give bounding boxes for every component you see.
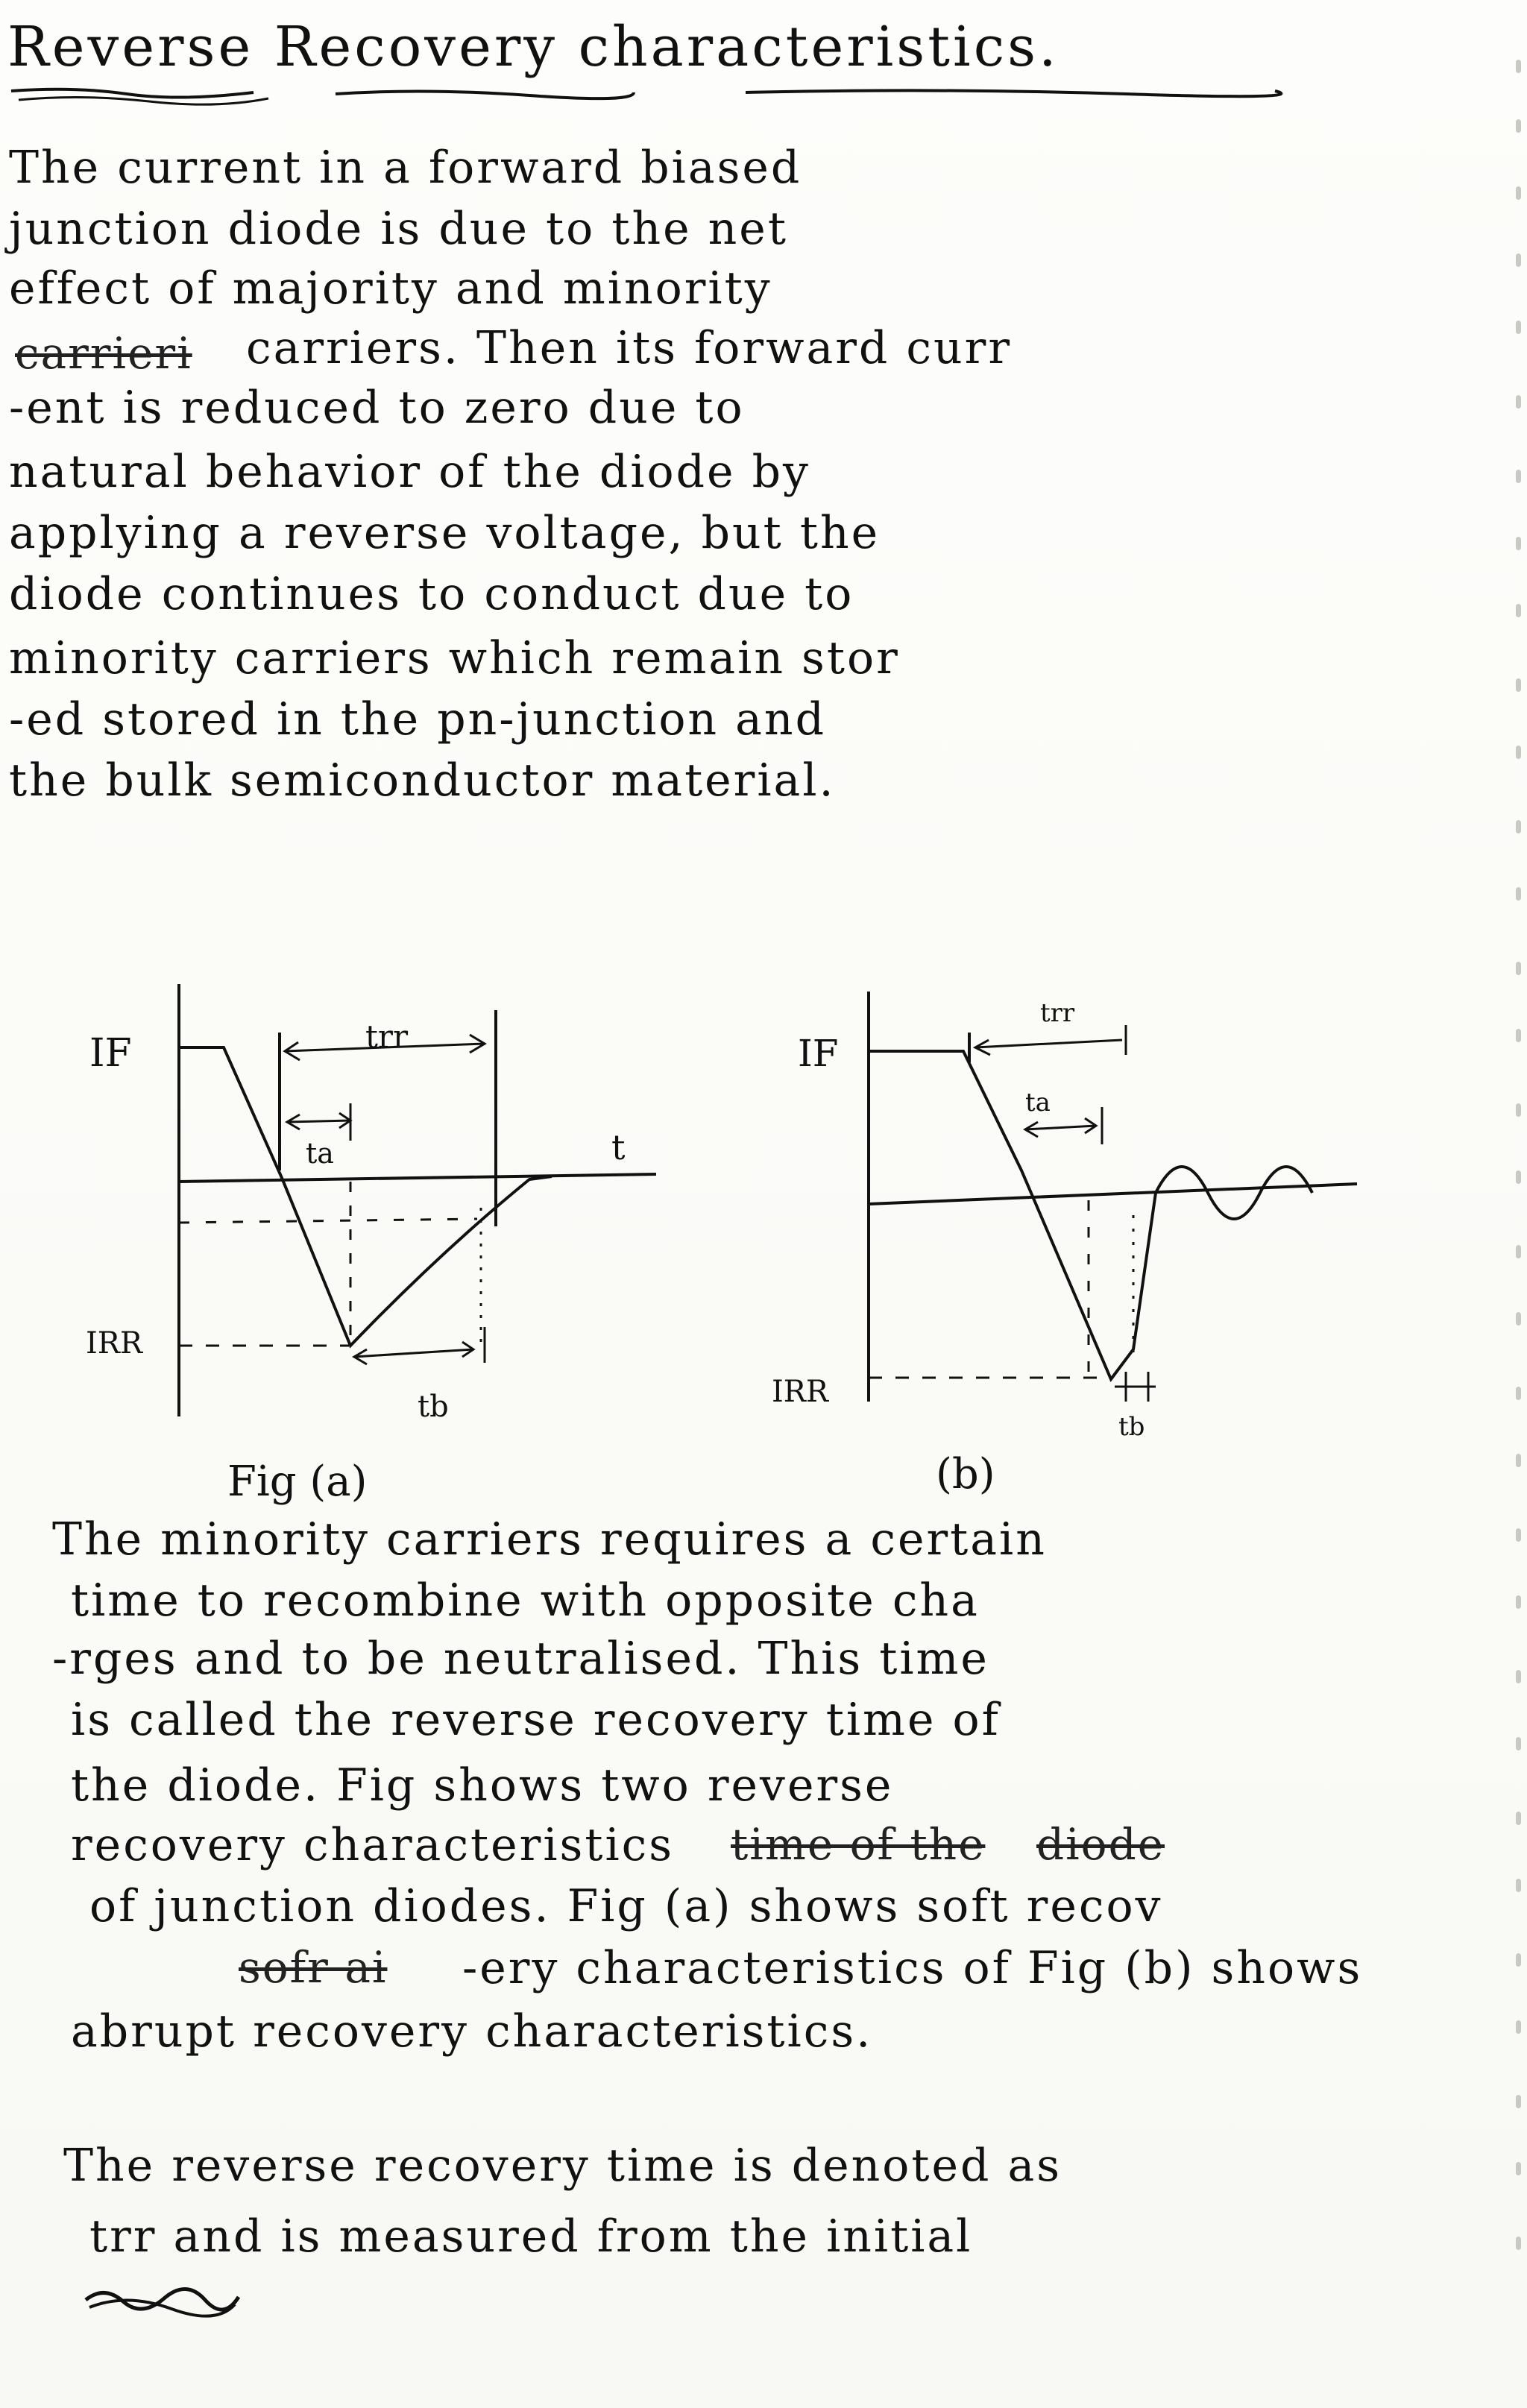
fig-b-time-axis bbox=[869, 1184, 1357, 1204]
figure-a-caption: Fig (a) bbox=[227, 1457, 368, 1506]
paragraph2-line-8: -ery characteristics of Fig (b) shows bbox=[462, 1942, 1363, 1994]
heading-underline bbox=[7, 83, 1290, 106]
paragraph1-line-2: junction diode is due to the net bbox=[9, 203, 788, 255]
paragraph2-line-3: -rges and to be neutralised. This time bbox=[52, 1633, 989, 1685]
fig-b-irr-label: IRR bbox=[772, 1375, 829, 1409]
paragraph2-line-7: of junction diodes. Fig (a) shows soft recov bbox=[89, 1880, 1163, 1932]
struck-word-1: carrieri bbox=[15, 328, 192, 379]
paragraph1-line-9: minority carriers which remain stor bbox=[9, 632, 900, 684]
paragraph2-line-6a: recovery characteristics bbox=[71, 1819, 675, 1871]
spiral-binding-holes bbox=[1497, 0, 1527, 2408]
fig-a-time-axis bbox=[179, 1174, 656, 1182]
page-heading: Reverse Recovery characteristics. bbox=[7, 15, 1060, 79]
paragraph1-line-1: The current in a forward biased bbox=[9, 142, 802, 194]
paragraph1-line-11: the bulk semiconductor material. bbox=[9, 754, 836, 807]
fig-a-irr-label: IRR bbox=[86, 1326, 143, 1361]
fig-a-t-label: t bbox=[611, 1127, 626, 1167]
paragraph1-line-10: -ed stored in the pn-junction and bbox=[9, 693, 826, 746]
bottom-scribble bbox=[82, 2278, 246, 2322]
paragraph2-line-2: time to recombine with opposite cha bbox=[71, 1575, 980, 1627]
struck-word-3: diode bbox=[1036, 1819, 1165, 1870]
paragraph1-line-7: applying a reverse voltage, but the bbox=[9, 507, 881, 559]
fig-b-ringing-oscillation bbox=[1156, 1167, 1312, 1219]
figure-b-caption: (b) bbox=[936, 1450, 995, 1498]
fig-a-tb-label: tb bbox=[418, 1390, 449, 1424]
paragraph1-line-8: diode continues to conduct due to bbox=[9, 568, 854, 620]
paragraph2-line-5: the diode. Fig shows two reverse bbox=[71, 1759, 894, 1812]
fig-b-trr-arrow bbox=[975, 1040, 1122, 1047]
struck-word-4: sofr ai bbox=[239, 1942, 388, 1993]
fig-b-current-waveform bbox=[869, 1051, 1156, 1379]
paragraph3-line-1: The reverse recovery time is denoted as bbox=[63, 2140, 1062, 2192]
fig-a-ta-arrow bbox=[287, 1121, 350, 1122]
paragraph1-line-5: -ent is reduced to zero due to bbox=[9, 382, 745, 434]
struck-words-2: time of the bbox=[731, 1819, 986, 1870]
paragraph1-line-3: effect of majority and minority bbox=[9, 262, 772, 315]
paragraph2-line-4: is called the reverse recovery time of bbox=[71, 1694, 1001, 1746]
fig-a-ta-label: ta bbox=[306, 1137, 334, 1170]
fig-a-level-dashed-line bbox=[179, 1219, 477, 1223]
figure-b-abrupt-recovery bbox=[768, 969, 1372, 1476]
fig-b-ta-label: ta bbox=[1025, 1088, 1051, 1118]
fig-b-trr-label: trr bbox=[1040, 998, 1075, 1028]
paragraph1-line-4: carriers. Then its forward curr bbox=[246, 322, 1013, 374]
fig-b-ta-arrow bbox=[1025, 1126, 1096, 1129]
figure-a-soft-recovery bbox=[67, 969, 679, 1476]
paragraph1-line-6: natural behavior of the diode by bbox=[9, 446, 810, 498]
fig-a-tb-arrow bbox=[354, 1349, 473, 1357]
fig-b-if-label: IF bbox=[798, 1032, 839, 1075]
paragraph2-line-9: abrupt recovery characteristics. bbox=[71, 2005, 873, 2058]
fig-b-tb-label: tb bbox=[1118, 1412, 1145, 1442]
paragraph2-line-1: The minority carriers requires a certain bbox=[52, 1513, 1047, 1566]
fig-a-trr-label: trr bbox=[365, 1018, 409, 1055]
paragraph3-line-2: trr and is measured from the initial bbox=[89, 2210, 973, 2263]
fig-a-if-label: IF bbox=[89, 1031, 132, 1076]
